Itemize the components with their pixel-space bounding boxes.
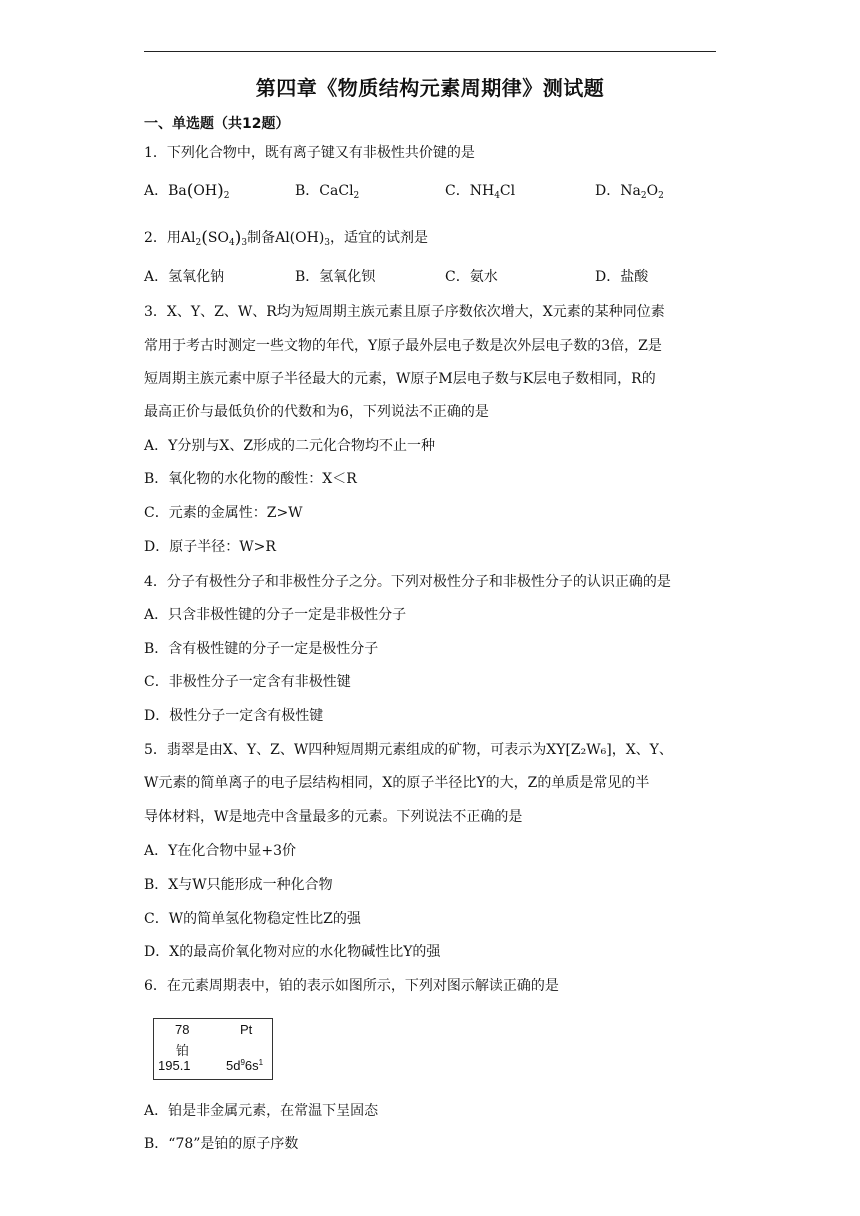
- q3-option-c: C．元素的金属性：Z>W: [144, 505, 303, 521]
- element-symbol: Pt: [240, 1022, 253, 1037]
- q3-option-b: B．氧化物的水化物的酸性：X＜R: [144, 471, 357, 487]
- q5-option-c: C．W的简单氢化物稳定性比Z的强: [144, 911, 361, 927]
- q4-option-b: B．含有极性键的分子一定是极性分子: [144, 641, 379, 657]
- atomic-mass: 195.1: [158, 1058, 191, 1073]
- q1-option-c: C．$NH_4Cl$: [445, 183, 516, 201]
- q1-option-d: D．$Na_2O_2$: [595, 183, 664, 201]
- q4-option-c: C．非极性分子一定含有非极性键: [144, 674, 351, 690]
- q1-option-a: A．$Ba(OH)_2$: [144, 181, 230, 201]
- q2-option-b: B．氢氧化钡: [295, 269, 376, 285]
- q4-option-d: D．极性分子一定含有极性键: [144, 708, 324, 724]
- q5-stem-line: W元素的简单离子的电子层结构相同，X的原子半径比Y的大，Z的单质是常见的半: [144, 775, 650, 791]
- q5-option-b: B．X与W只能形成一种化合物: [144, 877, 333, 893]
- q1-stem: 1．下列化合物中，既有离子键又有非极性共价键的是: [144, 145, 475, 161]
- q2-option-c: C．氨水: [445, 269, 498, 285]
- q1-option-b: B．CaCl$_2$: [295, 183, 360, 201]
- electron-configuration: $5d^96s^1$: [226, 1058, 264, 1073]
- element-name: 铂: [176, 1044, 190, 1059]
- atomic-number: 78: [175, 1022, 190, 1037]
- q3-stem-line: 常用于考古时测定一些文物的年代，Y原子最外层电子数是次外层电子数的3倍，Z是: [144, 338, 662, 354]
- q2-stem: 2．用$Al_2(SO_4)_3$制备$Al(OH)_3$，适宜的试剂是: [144, 228, 429, 248]
- q4-option-a: A．只含非极性键的分子一定是非极性分子: [144, 607, 407, 623]
- q5-option-d: D．X的最高价氧化物对应的水化物碱性比Y的强: [144, 944, 441, 960]
- q4-stem: 4．分子有极性分子和非极性分子之分。下列对极性分子和非极性分子的认识正确的是: [144, 574, 671, 590]
- q3-stem-line: 最高正价与最低负价的代数和为6，下列说法不正确的是: [144, 404, 489, 420]
- q5-option-a: A．Y在化合物中显+3价: [144, 843, 296, 859]
- q2-option-d: D．盐酸: [595, 269, 649, 285]
- page-title: 第四章《物质结构元素周期律》测试题: [255, 76, 605, 100]
- header-rule: [144, 51, 716, 52]
- q3-option-d: D．原子半径：W>R: [144, 539, 276, 555]
- q3-stem-line: 短周期主族元素中原子半径最大的元素，W原子M层电子数与K层电子数相同，R的: [144, 371, 656, 387]
- section-heading: 一、单选题（共12题）: [144, 116, 290, 132]
- periodic-element-card: [153, 1018, 273, 1080]
- q5-stem-line: 导体材料，W是地壳中含量最多的元素。下列说法不正确的是: [144, 809, 523, 825]
- q6-option-b: B．“78”是铂的原子序数: [144, 1136, 299, 1152]
- q2-option-a: A．氢氧化钠: [144, 269, 225, 285]
- q3-option-a: A．Y分别与X、Z形成的二元化合物均不止一种: [144, 438, 436, 454]
- q6-option-a: A．铂是非金属元素，在常温下呈固态: [144, 1103, 379, 1119]
- q5-stem-line: 5．翡翠是由X、Y、Z、W四种短周期元素组成的矿物，可表示为XY[Z₂W₆]，X、Y、: [144, 742, 673, 758]
- q3-stem-line: 3．X、Y、Z、W、R均为短周期主族元素且原子序数依次增大，X元素的某种同位素: [144, 304, 665, 320]
- q6-stem: 6．在元素周期表中，铂的表示如图所示，下列对图示解读正确的是: [144, 978, 559, 994]
